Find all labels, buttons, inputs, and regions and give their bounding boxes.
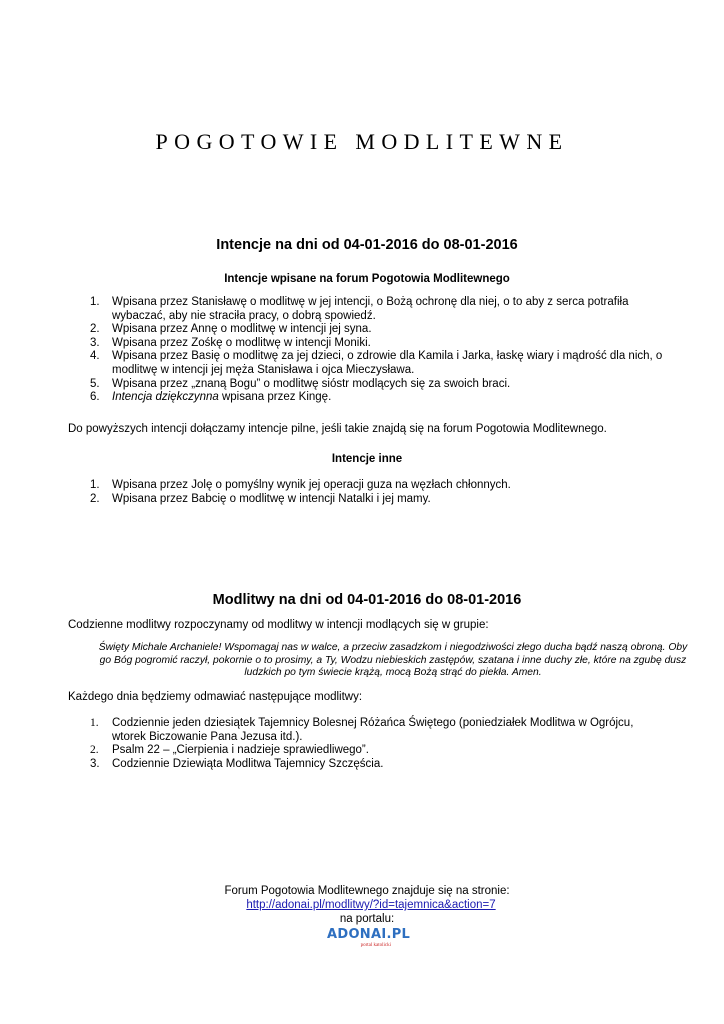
intentions-heading: Intencje na dni od 04-01-2016 do 08-01-2016 bbox=[216, 237, 518, 253]
list-item bbox=[68, 758, 668, 772]
michael-prayer: Święty Michale Archaniele! Wspomagaj nas w walce, a przeciw zasadzkom i niegodziwości złego ducha bądź naszą obroną. Oby go Bóg pogromić raczył, pokornie o to prosimy, a Ty, Wodzu niebieskich zastępów, szatana i inne duchy złe, które na zgubę dusz ludzkich po tym świecie krążą, mocą Bożą strąć do piekła. Amen. bbox=[98, 642, 688, 679]
other-intentions-list bbox=[68, 479, 668, 506]
item-number: 4. bbox=[90, 350, 100, 363]
item-number: 1. bbox=[90, 296, 100, 308]
list-item bbox=[68, 350, 668, 377]
item-number: 6. bbox=[90, 391, 100, 404]
forum-intentions-heading: Intencje wpisane na forum Pogotowia Modlitewnego bbox=[224, 273, 510, 285]
item-text: Codziennie jeden dziesiątek Tajemnicy Bolesnej Różańca Świętego (poniedziałek Modlitwa w Ogrójcu, wtorek Biczowanie Pana Jezusa itd.). bbox=[112, 717, 634, 743]
list-item bbox=[68, 744, 668, 758]
item-number: 1. bbox=[90, 717, 99, 729]
logo-text: ADONAI.PL bbox=[327, 927, 411, 942]
list-item bbox=[68, 391, 668, 405]
logo-subtitle: portal katolicki bbox=[360, 943, 391, 948]
adonai-logo[interactable] bbox=[327, 927, 411, 955]
list-item bbox=[68, 479, 668, 493]
list-item bbox=[68, 323, 668, 337]
footer-forum-text: Forum Pogotowia Modlitewnego znajduje się na stronie: bbox=[224, 885, 510, 897]
forum-intentions-list bbox=[68, 296, 668, 405]
list-item bbox=[68, 378, 668, 392]
prayers-intro: Codzienne modlitwy rozpoczynamy od modlitwy w intencji modlących się w grupie: bbox=[68, 619, 489, 631]
item-number: 1. bbox=[90, 479, 100, 491]
prayers-heading: Modlitwy na dni od 04-01-2016 do 08-01-2016 bbox=[212, 592, 522, 608]
item-text: Wpisana przez Babcię o modlitwę w intencji Natalki i jej mamy. bbox=[112, 492, 431, 505]
item-italic-text: Intencja dziękczynna bbox=[112, 391, 219, 404]
other-intentions-heading: Intencje inne bbox=[331, 453, 403, 465]
item-text: Wpisana przez Annę o modlitwę w intencji jej syna. bbox=[112, 323, 372, 336]
item-number: 5. bbox=[90, 377, 100, 390]
forum-link[interactable]: http://adonai.pl/modlitwy/?id=tajemnica&action=7 bbox=[246, 899, 496, 911]
item-text: Wpisana przez Stanisławę o modlitwę w jej intencji, o Bożą ochronę dla niej, o to aby z serca potrafiła wybaczać, aby nie straciła pracy, o dobrą spowiedź. bbox=[112, 296, 629, 322]
item-number: 3. bbox=[90, 336, 100, 349]
item-number: 2. bbox=[90, 323, 100, 336]
item-number: 3. bbox=[90, 757, 100, 770]
list-item bbox=[68, 337, 668, 351]
item-text: Codziennie Dziewiąta Modlitwa Tajemnicy Szczęścia. bbox=[112, 757, 384, 770]
item-text: Psalm 22 – „Cierpienia i nadzieje sprawiedliwego”. bbox=[112, 744, 369, 757]
item-text: Wpisana przez Jolę o pomyślny wynik jej operacji guza na węzłach chłonnych. bbox=[112, 479, 511, 491]
item-text: wpisana przez Kingę. bbox=[218, 391, 332, 404]
item-text: Wpisana przez „znaną Bogu” o modlitwę sióstr modlących się za swoich braci. bbox=[112, 377, 511, 390]
footer bbox=[0, 884, 724, 926]
main-title: POGOTOWIE MODLITEWNE bbox=[155, 129, 569, 154]
footer-portal-text: na portalu: bbox=[339, 913, 395, 925]
daily-prayers-intro: Każdego dnia będziemy odmawiać następujące modlitwy: bbox=[68, 691, 363, 703]
urgent-intentions-note: Do powyższych intencji dołączamy intencje pilne, jeśli takie znajdą się na forum Pogotowia Modlitewnego. bbox=[68, 423, 607, 435]
item-text: Wpisana przez Basię o modlitwę za jej dzieci, o zdrowie dla Kamila i Jarka, łaskę wiary i mądrość dla nich, o modlitwę w intencji jej męża Stanisława i ojca Mieczysława. bbox=[112, 350, 663, 376]
item-number: 2. bbox=[90, 744, 99, 757]
list-item bbox=[68, 717, 668, 744]
list-item bbox=[68, 296, 668, 323]
list-item bbox=[68, 493, 668, 507]
daily-prayers-list bbox=[68, 717, 668, 771]
item-text: Wpisana przez Zośkę o modlitwę w intencji Moniki. bbox=[112, 336, 371, 349]
item-number: 2. bbox=[90, 492, 100, 505]
